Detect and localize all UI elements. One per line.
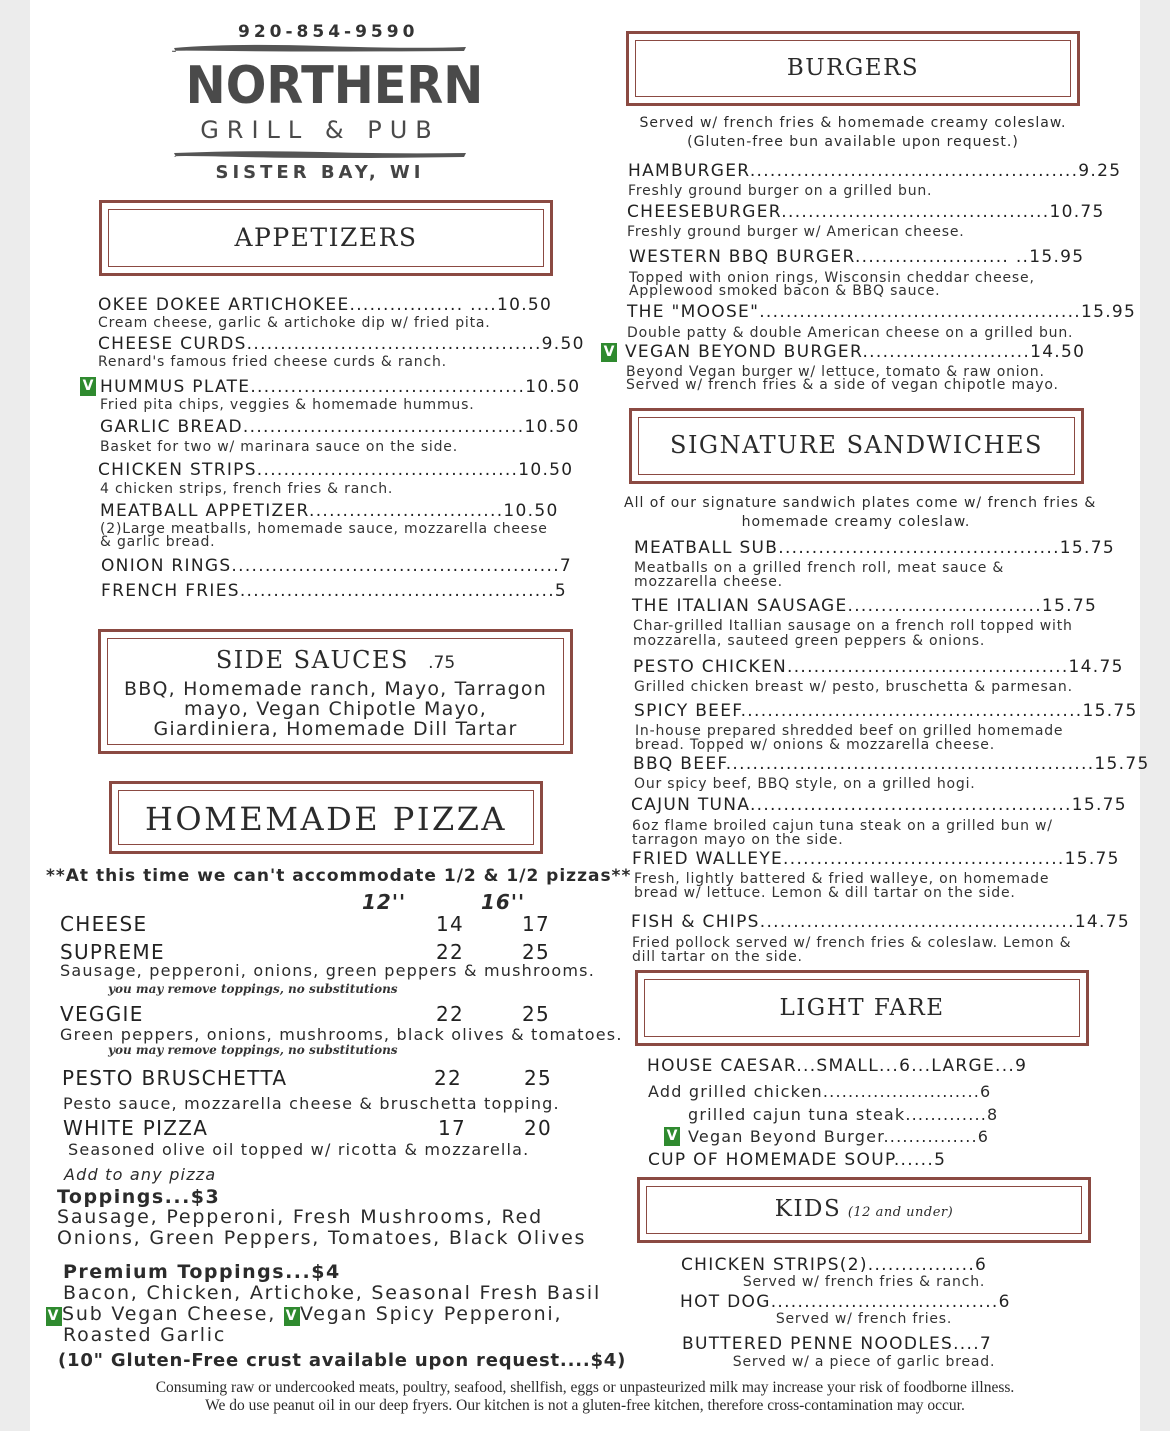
menu-item-desc: & garlic bread. [100,534,216,550]
toppings-line: Sausage, Pepperoni, Fresh Mushrooms, Red [57,1206,544,1228]
menu-item-line: HUMMUS PLATE.........................................10.50 [100,377,581,397]
footer-disclaimer: We do use peanut oil in our deep fryers. Our kitchen is not a gluten-free kitchen, therefore cross-contamination may occur. [205,1397,965,1414]
pizza-notice: **At this time we can't accommodate 1/2 & 1/2 pizzas** [46,866,632,886]
sandwiches-header-box [629,408,1084,484]
side-sauces-line: Giardiniera, Homemade Dill Tartar [153,718,518,740]
side-sauces-price: .75 [428,653,456,673]
burgers-intro: (Gluten-free bun available upon request.) [687,134,1019,150]
menu-item-desc: Fried pollock served w/ french fries & coleslaw. Lemon & [632,935,1072,951]
menu-item-desc: mozzarella cheese. [634,574,783,590]
sandwiches-title: SIGNATURE SANDWICHES [670,431,1043,459]
gluten-free-note: (10" Gluten-Free crust available upon request....$4) [58,1350,627,1371]
pizza-price-16: 25 [524,1066,553,1090]
vegan-badge-icon: V [47,1308,61,1324]
burgers-title: BURGERS [786,55,920,81]
pizza-price-12: 17 [438,1116,467,1140]
premium-toppings-line: Bacon, Chicken, Artichoke, Seasonal Fresh Basil [63,1282,602,1304]
burgers-intro: Served w/ french fries & homemade creamy coleslaw. [639,115,1067,131]
footer-disclaimer: Consuming raw or undercooked meats, poultry, seafood, shellfish, eggs or unpasteurized milk may increase your risk of foodborne illness. [155,1379,1015,1396]
logo-name: NORTHERN [185,56,484,116]
premium-toppings-vegan-line [46,1303,562,1326]
premium-vegan-pepperoni: Vegan Spicy Pepperoni, [299,1303,563,1325]
menu-item-desc: bread. Topped w/ onions & mozzarella cheese. [635,737,995,753]
menu-item-desc: Served w/ a piece of garlic bread. [732,1354,996,1370]
menu-item-line: ONION RINGS.................................................7 [101,556,573,576]
menu-item-line: CHICKEN STRIPS.......................................10.50 [98,460,574,480]
pizza-desc: Green peppers, onions, mushrooms, black olives & tomatoes. [60,1025,623,1044]
light-fare-title: LIGHT FARE [779,995,945,1021]
menu-item-line: BBQ BEEF.......................................................15.75 [633,754,1150,774]
menu-item-desc: bread w/ lettuce. Lemon & dill tartar on the side. [634,885,1016,901]
pizza-name: VEGGIE [60,1002,144,1026]
menu-item-desc: Grilled chicken breast w/ pesto, bruschetta & parmesan. [634,679,1073,695]
menu-item-desc: Fried pita chips, veggies & homemade hummus. [100,397,475,413]
menu-item-desc: Basket for two w/ marinara sauce on the side. [100,439,458,455]
pizza-desc: Seasoned olive oil topped w/ ricotta & mozzarella. [68,1140,530,1159]
phone-number: 920-854-9590 [238,22,419,42]
menu-item-line: PESTO CHICKEN..........................................14.75 [633,657,1124,677]
menu-item-desc: mozzarella, sauteed green peppers & onions. [633,633,986,649]
menu-page [30,0,1150,1431]
toppings-title: Toppings...$3 [57,1186,221,1208]
menu-item-desc: Served w/ french fries. [775,1311,953,1327]
menu-item-desc: Served w/ french fries & a side of vegan chipotle mayo. [626,377,1059,393]
side-sauces-title [101,646,570,674]
kids-subtitle: (12 and under) [847,1205,954,1220]
menu-item-line: MEATBALL SUB..........................................15.75 [634,538,1115,558]
kids-title-row [640,1196,1088,1222]
menu-item-desc: Freshly ground burger w/ American cheese. [627,224,965,240]
menu-item-desc: Beyond Vegan burger w/ lettuce, tomato & raw onion. [626,364,1045,380]
menu-item-line: FRIED WALLEYE..........................................15.75 [632,849,1120,869]
pizza-price-12: 22 [436,1002,465,1026]
menu-item-line: FRENCH FRIES...............................................5 [101,581,568,601]
pizza-price-12: 14 [436,912,465,936]
pizza-desc: Sausage, pepperoni, onions, green peppers & mushrooms. [60,961,595,980]
pizza-size-16: 16'' [481,890,526,914]
pizza-name: CHEESE [60,912,148,936]
premium-toppings-line: Roasted Garlic [63,1324,227,1346]
vegan-badge-icon: V [80,377,96,396]
light-fare-addon: Add grilled chicken.........................6 [648,1082,992,1101]
pizza-price-16: 25 [522,1002,551,1026]
menu-item-line: HOT DOG..................................6 [680,1292,1011,1312]
kids-title: KIDS [774,1196,842,1222]
menu-item-desc: Topped with onion rings, Wisconsin cheddar cheese, [629,270,1035,286]
logo-brush-top [172,42,468,54]
menu-item-line: CHICKEN STRIPS(2)................6 [681,1255,988,1275]
appetizers-header-box [99,200,553,276]
sandwiches-intro: homemade creamy coleslaw. [741,514,971,530]
menu-item-desc: Applewood smoked bacon & BBQ sauce. [629,283,941,299]
menu-item-line: THE "MOOSE"................................................15.95 [627,302,1137,322]
pizza-price-12: 22 [434,1066,463,1090]
pizza-name: WHITE PIZZA [63,1116,209,1140]
side-sauces-line: BBQ, Homemade ranch, Mayo, Tarragon [124,678,547,700]
toppings-line: Onions, Green Peppers, Tomatoes, Black Olives [57,1227,587,1249]
menu-item-desc: Char-grilled Itallian sausage on a french roll topped with [633,618,1073,634]
menu-item-desc: (2)Large meatballs, homemade sauce, mozzarella cheese [100,521,548,537]
menu-item-desc: Our spicy beef, BBQ style, on a grilled hogi. [634,776,976,792]
menu-item-line: BUTTERED PENNE NOODLES....7 [682,1334,993,1354]
pizza-price-16: 25 [522,940,551,964]
menu-item-line: CHEESEBURGER........................................10.75 [627,202,1105,222]
menu-item-line: CAJUN TUNA................................................15.75 [631,795,1127,815]
side-sauces-box [98,629,573,754]
pizza-add-label: Add to any pizza [64,1165,217,1184]
menu-item-desc: Renard's famous fried cheese curds & ranch. [98,354,447,370]
menu-item-desc: Meatballs on a grilled french roll, meat sauce & [634,560,1005,576]
menu-item-line: VEGAN BEYOND BURGER.........................14.50 [625,342,1086,362]
kids-header-box [637,1177,1091,1243]
logo-brush-bottom [172,148,468,160]
vegan-badge-icon: V [664,1127,680,1146]
menu-item-line: SPICY BEEF...................................................15.75 [634,701,1138,721]
pizza-size-12: 12'' [362,890,407,914]
pizza-price-16: 17 [522,912,551,936]
sandwiches-intro: All of our signature sandwich plates come w/ french fries & [624,495,1097,511]
light-fare-caesar: HOUSE CAESAR...SMALL...6...LARGE...9 [647,1056,1028,1076]
premium-vegan-cheese: Sub Vegan Cheese, [62,1303,284,1325]
menu-item-line: FISH & CHIPS...............................................14.75 [631,912,1130,932]
pizza-note: you may remove toppings, no substitutions [108,982,398,996]
side-sauces-line: mayo, Vegan Chipotle Mayo, [184,698,487,720]
vegan-badge-icon: V [285,1308,299,1324]
appetizers-title: APPETIZERS [234,223,418,252]
menu-item-line: CHEESE CURDS............................................9.50 [98,334,585,354]
menu-item-desc: In-house prepared shredded beef on grilled homemade [635,723,1064,739]
logo-subtitle: GRILL & PUB [200,116,440,144]
light-fare-addon: Vegan Beyond Burger...............6 [688,1127,990,1146]
menu-item-line: OKEE DOKEE ARTICHOKEE................. ....10.50 [98,295,553,315]
pizza-note: you may remove toppings, no substitutions [108,1043,398,1057]
menu-item-line: MEATBALL APPETIZER.............................10.50 [100,501,559,521]
menu-item-line: THE ITALIAN SAUSAGE.............................15.75 [632,596,1098,616]
pizza-name: SUPREME [60,940,165,964]
menu-item-desc: tarragon mayo on the side. [632,832,844,848]
pizza-title: HOMEMADE PIZZA [144,800,508,838]
light-fare-addon: grilled cajun tuna steak.............8 [688,1105,999,1124]
pizza-header-box [109,781,543,854]
menu-item-line: GARLIC BREAD..........................................10.50 [100,417,580,437]
light-fare-header-box [635,970,1089,1046]
burgers-header-box [626,31,1080,106]
menu-item-desc: 4 chicken strips, french fries & ranch. [100,481,394,497]
menu-item-desc: 6oz flame broiled cajun tuna steak on a grilled bun w/ [632,818,1053,834]
menu-item-desc: Served w/ french fries & ranch. [742,1274,986,1290]
menu-item-line: HAMBURGER.................................................9.25 [628,161,1122,181]
pizza-name: PESTO BRUSCHETTA [62,1066,288,1090]
pizza-price-16: 20 [524,1116,553,1140]
logo-location: SISTER BAY, WI [215,162,425,183]
pizza-price-12: 22 [436,940,465,964]
menu-item-desc: Freshly ground burger on a grilled bun. [628,183,933,199]
vegan-badge-icon: V [601,343,617,362]
menu-item-desc: Double patty & double American cheese on a grilled bun. [627,325,1074,341]
pizza-desc: Pesto sauce, mozzarella cheese & bruschetta topping. [63,1094,560,1113]
premium-toppings-title: Premium Toppings...$4 [63,1261,341,1283]
light-fare-soup: CUP OF HOMEMADE SOUP......5 [648,1150,947,1170]
menu-item-desc: Fresh, lightly battered & fried walleye, on homemade [634,871,1050,887]
menu-item-line: WESTERN BBQ BURGER....................... ..15.95 [629,247,1085,267]
side-sauces-title-text: SIDE SAUCES [215,646,409,674]
menu-item-desc: dill tartar on the side. [632,949,803,965]
menu-item-desc: Cream cheese, garlic & artichoke dip w/ fried pita. [98,315,491,331]
